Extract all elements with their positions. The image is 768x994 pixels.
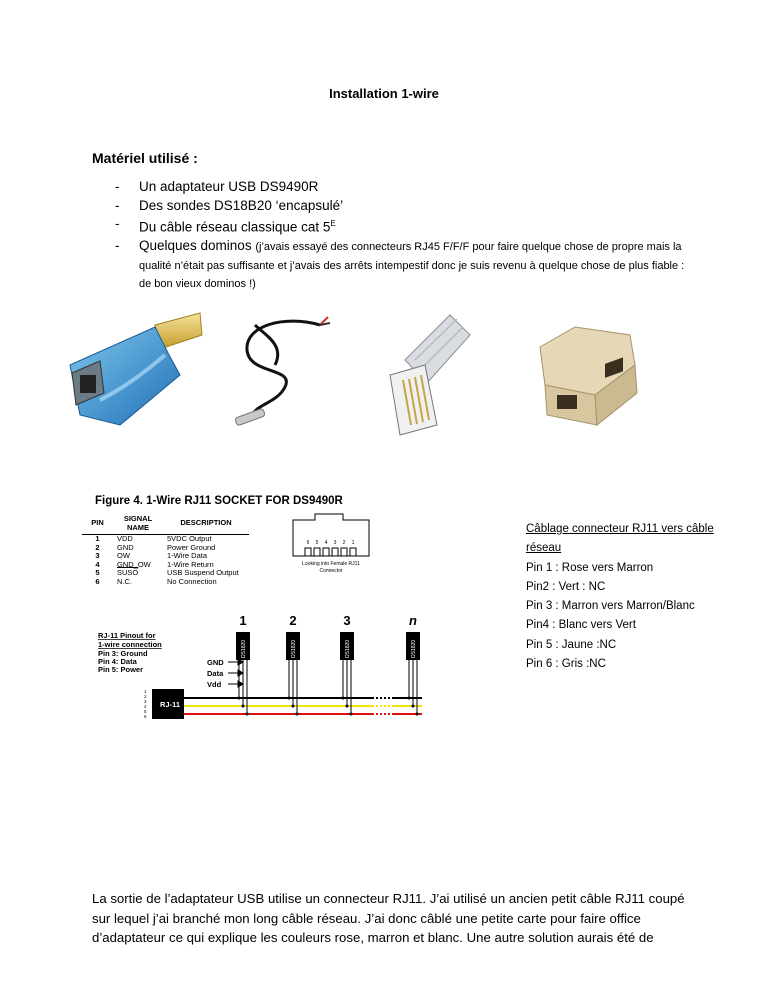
- section-title: Matériel utilisé :: [92, 150, 198, 166]
- rj11-pin-number: 3: [144, 699, 147, 704]
- cabling-pin: Pin 6 : Gris :NC: [526, 658, 606, 671]
- sensor-label: DS1820: [291, 639, 297, 658]
- sensor-number: 2: [289, 613, 297, 628]
- bus-label: Data: [207, 669, 224, 678]
- list-item: - Quelques dominos (j’avais essayé des connecteurs RJ45 F/F/F pour faire quelque chose de propre mais la qualité n’était pas suffisante et j’avais des arrêts intempestif donc je suis revenu à quelque chose de plus fiable : de bon vieux dominos !): [115, 238, 685, 291]
- table-row: 6 N.C. No Connection: [95, 576, 217, 586]
- rj11-pin-number: 2: [144, 694, 147, 699]
- cabling-pin: Pin 5 : Jaune :NC: [526, 638, 617, 651]
- material-note: (j’avais essayé des connecteurs RJ45 F/F/F pour faire quelque chose de propre mais la qualité n’était pas suffisante et j’avais des arrêts intempestif donc je suis revenu à quelque chose de plus fiable : de bon vieux dominos !): [139, 241, 685, 291]
- socket-pin-label: 6: [306, 540, 310, 546]
- rj11-plug-icon: [375, 305, 485, 445]
- cabling-heading: réseau: [526, 542, 562, 555]
- sensor-ds1820: [340, 632, 354, 716]
- wiring-diagram: [92, 610, 432, 720]
- socket-pin-label: 1: [351, 540, 355, 546]
- rj11-pin-number: 1: [144, 689, 147, 694]
- material-text: Des sondes DS18B20 ‘encapsulé’: [139, 197, 344, 213]
- table-header: SIGNAL NAME: [113, 513, 163, 535]
- cabling-pin: Pin 1 : Rose vers Marron: [526, 561, 654, 574]
- sensor-number: n: [409, 613, 417, 628]
- sensor-number: 3: [343, 613, 351, 628]
- table-row: 4 GND_OW 1-Wire Return: [95, 559, 214, 569]
- materials-list: [115, 178, 695, 293]
- rj11-socket-diagram: [285, 512, 380, 577]
- list-item: - Du câble réseau classique cat $5^E$: [115, 216, 336, 235]
- sensor-ds1820: [406, 632, 420, 716]
- sensor-label: DS1820: [411, 639, 417, 658]
- pinout-title: 1-wire connection: [98, 640, 162, 649]
- pinout-line: Pin 4: Data: [98, 657, 137, 666]
- figure-title: Figure 4. 1-Wire RJ11 SOCKET FOR DS9490R: [95, 495, 343, 507]
- table-row: 1 VDD 5VDC Output: [95, 534, 212, 543]
- pinout-line: Pin 5: Power: [98, 665, 144, 674]
- socket-caption: Looking into Female RJ11: [302, 561, 360, 567]
- pinout-title: RJ-11 Pinout for: [98, 631, 156, 640]
- list-item: - Un adaptateur USB DS9490R: [115, 179, 319, 194]
- rj11-pin-number: 5: [144, 709, 147, 714]
- material-superscript: E: [330, 219, 336, 229]
- rj11-splitter-icon: [525, 305, 655, 445]
- body-paragraph: La sortie de l’adaptateur USB utilise un connecteur RJ11. J’ai utilisé un ancien petit câble RJ11 coupé sur lequel j’ai branché mon long câble réseau. J’ai donc câblé une petite carte pour faire office d’adaptateur ce qui explique les couleurs rose, marron et blanc. Une autre solution aurais été de: [92, 891, 685, 946]
- socket-pin-label: 2: [342, 540, 346, 546]
- list-item: - Des sondes DS18B20 ‘encapsulé’: [115, 197, 344, 213]
- socket-pin-label: 3: [333, 540, 337, 546]
- table-header: DESCRIPTION: [163, 513, 249, 535]
- temperature-probe-icon: [225, 305, 335, 445]
- material-text: Quelques dominos: [139, 238, 252, 254]
- table-header: PIN: [82, 513, 113, 535]
- bus-label: GND: [207, 658, 224, 667]
- table-row: 5 SUSO USB Suspend Output: [95, 568, 239, 577]
- bus-wires: [184, 698, 422, 714]
- socket-caption: Connector: [319, 568, 343, 574]
- cabling-pin: Pin2 : Vert : NC: [526, 580, 606, 593]
- bus-label: Vdd: [207, 680, 222, 689]
- cabling-pin: Pin4 : Blanc vers Vert: [526, 619, 636, 632]
- pinout-line: Pin 3: Ground: [98, 649, 148, 658]
- cabling-heading: Câblage connecteur RJ11 vers câble: [526, 523, 714, 535]
- sensor-label: DS1820: [345, 639, 351, 658]
- socket-pin-label: 5: [315, 540, 319, 546]
- rj11-label: RJ-11: [160, 700, 181, 709]
- table-row: 3 OW 1-Wire Data: [95, 551, 208, 560]
- sensor-ds1820: [286, 632, 300, 716]
- pin-table: [82, 513, 249, 586]
- sensor-label: DS1820: [241, 639, 247, 658]
- cabling-notes: [526, 520, 714, 674]
- cabling-pin: Pin 3 : Marron vers Marron/Blanc: [526, 600, 695, 613]
- table-row: 2 GND Power Ground: [95, 542, 216, 552]
- usb-adapter-icon: [60, 305, 205, 445]
- page-title: Installation 1-wire: [329, 86, 439, 101]
- rj11-pin-number: 6: [144, 714, 147, 719]
- sensor-number: 1: [239, 613, 247, 628]
- rj11-pin-number: 4: [144, 704, 147, 709]
- material-text: Du câble réseau classique cat 5: [139, 219, 331, 235]
- socket-pin-label: 4: [324, 540, 328, 546]
- material-text: Un adaptateur USB DS9490R: [139, 179, 319, 194]
